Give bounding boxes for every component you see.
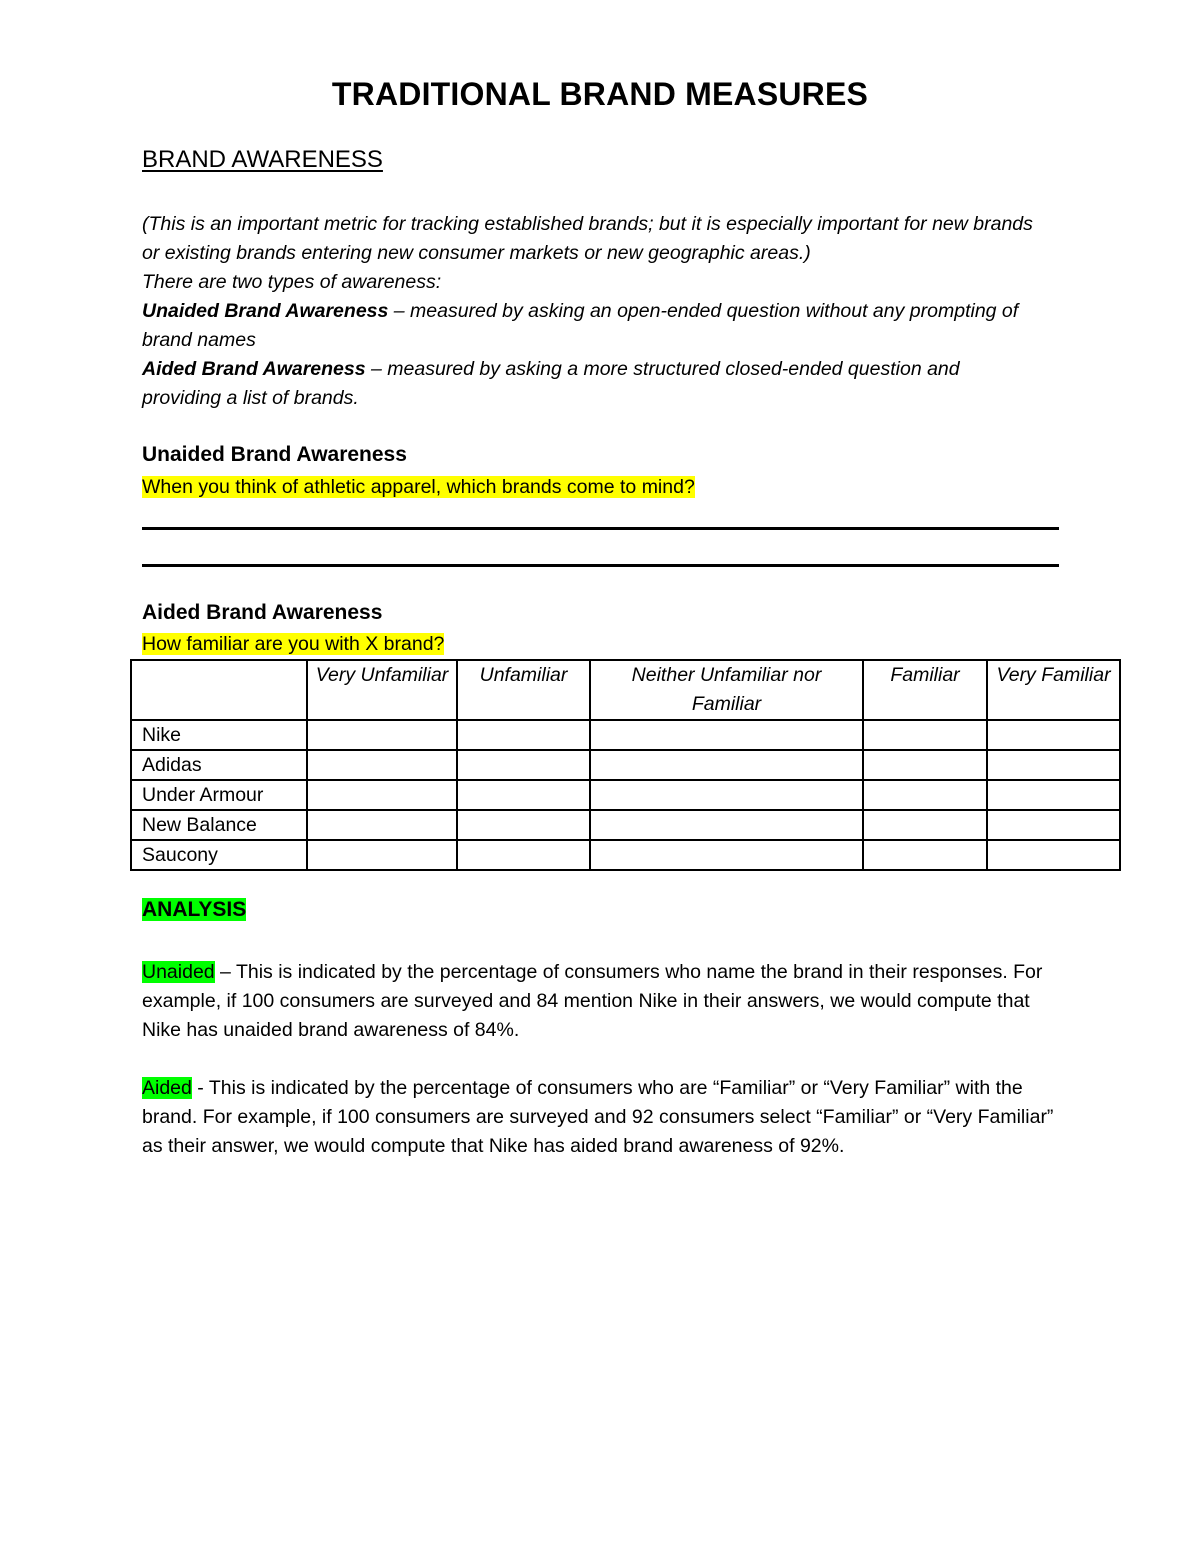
- analysis-aided-label: Aided: [142, 1077, 192, 1099]
- response-cell[interactable]: [863, 750, 987, 780]
- aided-awareness-table: [130, 659, 1121, 871]
- analysis-aided-paragraph: [142, 1074, 1057, 1161]
- answer-line-2[interactable]: [142, 564, 1059, 567]
- intro-aided-definition: [142, 355, 1042, 413]
- section-heading-brand-awareness: BRAND AWARENESS: [142, 146, 383, 173]
- brand-name: Nike: [131, 720, 307, 750]
- unaided-question: [142, 473, 695, 502]
- aided-heading: Aided Brand Awareness: [142, 601, 383, 624]
- response-cell[interactable]: [987, 750, 1120, 780]
- header-blank: [131, 660, 307, 720]
- header-very-familiar: Very Familiar: [987, 660, 1120, 720]
- analysis-unaided-label: Unaided: [142, 961, 215, 983]
- analysis-unaided-paragraph: [142, 958, 1057, 1045]
- response-cell[interactable]: [307, 750, 457, 780]
- header-unfamiliar: Unfamiliar: [457, 660, 590, 720]
- response-cell[interactable]: [457, 810, 590, 840]
- intro-unaided-definition: [142, 297, 1042, 355]
- unaided-term: Unaided Brand Awareness: [142, 300, 389, 322]
- header-very-unfamiliar: Very Unfamiliar: [307, 660, 457, 720]
- table-row: [131, 810, 1120, 840]
- response-cell[interactable]: [863, 720, 987, 750]
- intro-line-1: (This is an important metric for tracking established brands; but it is especially important for new brands or existing brands entering new consumer markets or new geographic areas.): [142, 213, 1033, 264]
- response-cell[interactable]: [863, 780, 987, 810]
- response-cell[interactable]: [863, 810, 987, 840]
- response-cell[interactable]: [863, 840, 987, 870]
- response-cell[interactable]: [307, 780, 457, 810]
- response-cell[interactable]: [987, 720, 1120, 750]
- response-cell[interactable]: [590, 780, 863, 810]
- unaided-question-text: When you think of athletic apparel, which brands come to mind?: [142, 476, 695, 498]
- table-row: [131, 720, 1120, 750]
- response-cell[interactable]: [987, 840, 1120, 870]
- page-title: TRADITIONAL BRAND MEASURES: [331, 76, 869, 112]
- response-cell[interactable]: [307, 810, 457, 840]
- aided-definition: – measured by asking a more structured closed-ended question and providing a list of brands.: [142, 358, 960, 409]
- unaided-heading: Unaided Brand Awareness: [142, 443, 407, 466]
- answer-line-1[interactable]: [142, 527, 1059, 530]
- response-cell[interactable]: [590, 750, 863, 780]
- response-cell[interactable]: [457, 780, 590, 810]
- intro-line-2: There are two types of awareness:: [142, 271, 442, 293]
- response-cell[interactable]: [590, 840, 863, 870]
- brand-name: Adidas: [131, 750, 307, 780]
- response-cell[interactable]: [457, 840, 590, 870]
- aided-term: Aided Brand Awareness: [142, 358, 366, 380]
- aided-question: [142, 630, 444, 659]
- table-row: [131, 840, 1120, 870]
- response-cell[interactable]: [987, 780, 1120, 810]
- table-row: [131, 750, 1120, 780]
- response-cell[interactable]: [590, 720, 863, 750]
- brand-name: Saucony: [131, 840, 307, 870]
- response-cell[interactable]: [590, 810, 863, 840]
- response-cell[interactable]: [307, 840, 457, 870]
- brand-name: New Balance: [131, 810, 307, 840]
- unaided-definition: – measured by asking an open-ended question without any prompting of brand names: [142, 300, 1019, 351]
- response-cell[interactable]: [987, 810, 1120, 840]
- brand-name: Under Armour: [131, 780, 307, 810]
- table-row: [131, 780, 1120, 810]
- analysis-unaided-text: – This is indicated by the percentage of consumers who name the brand in their responses. For example, if 100 consumers are surveyed and 84 mention Nike in their answers, we would compute that Nike has unaided brand awareness of 84%.: [142, 961, 1043, 1041]
- analysis-heading-text: ANALYSIS: [142, 898, 247, 921]
- response-cell[interactable]: [307, 720, 457, 750]
- intro-text: [142, 210, 1042, 413]
- header-familiar: Familiar: [863, 660, 987, 720]
- analysis-aided-text: - This is indicated by the percentage of consumers who are “Familiar” or “Very Familiar” with the brand. For example, if 100 consumers are surveyed and 92 consumers select “Familiar” or “Very Familiar” as their answer, we would compute that Nike has aided brand awareness of 92%.: [142, 1077, 1054, 1157]
- aided-question-text: How familiar are you with X brand?: [142, 633, 445, 655]
- response-cell[interactable]: [457, 720, 590, 750]
- header-neither: Neither Unfamiliar nor Familiar: [590, 660, 863, 720]
- analysis-heading: [142, 898, 246, 922]
- table-header-row: [131, 660, 1120, 720]
- response-cell[interactable]: [457, 750, 590, 780]
